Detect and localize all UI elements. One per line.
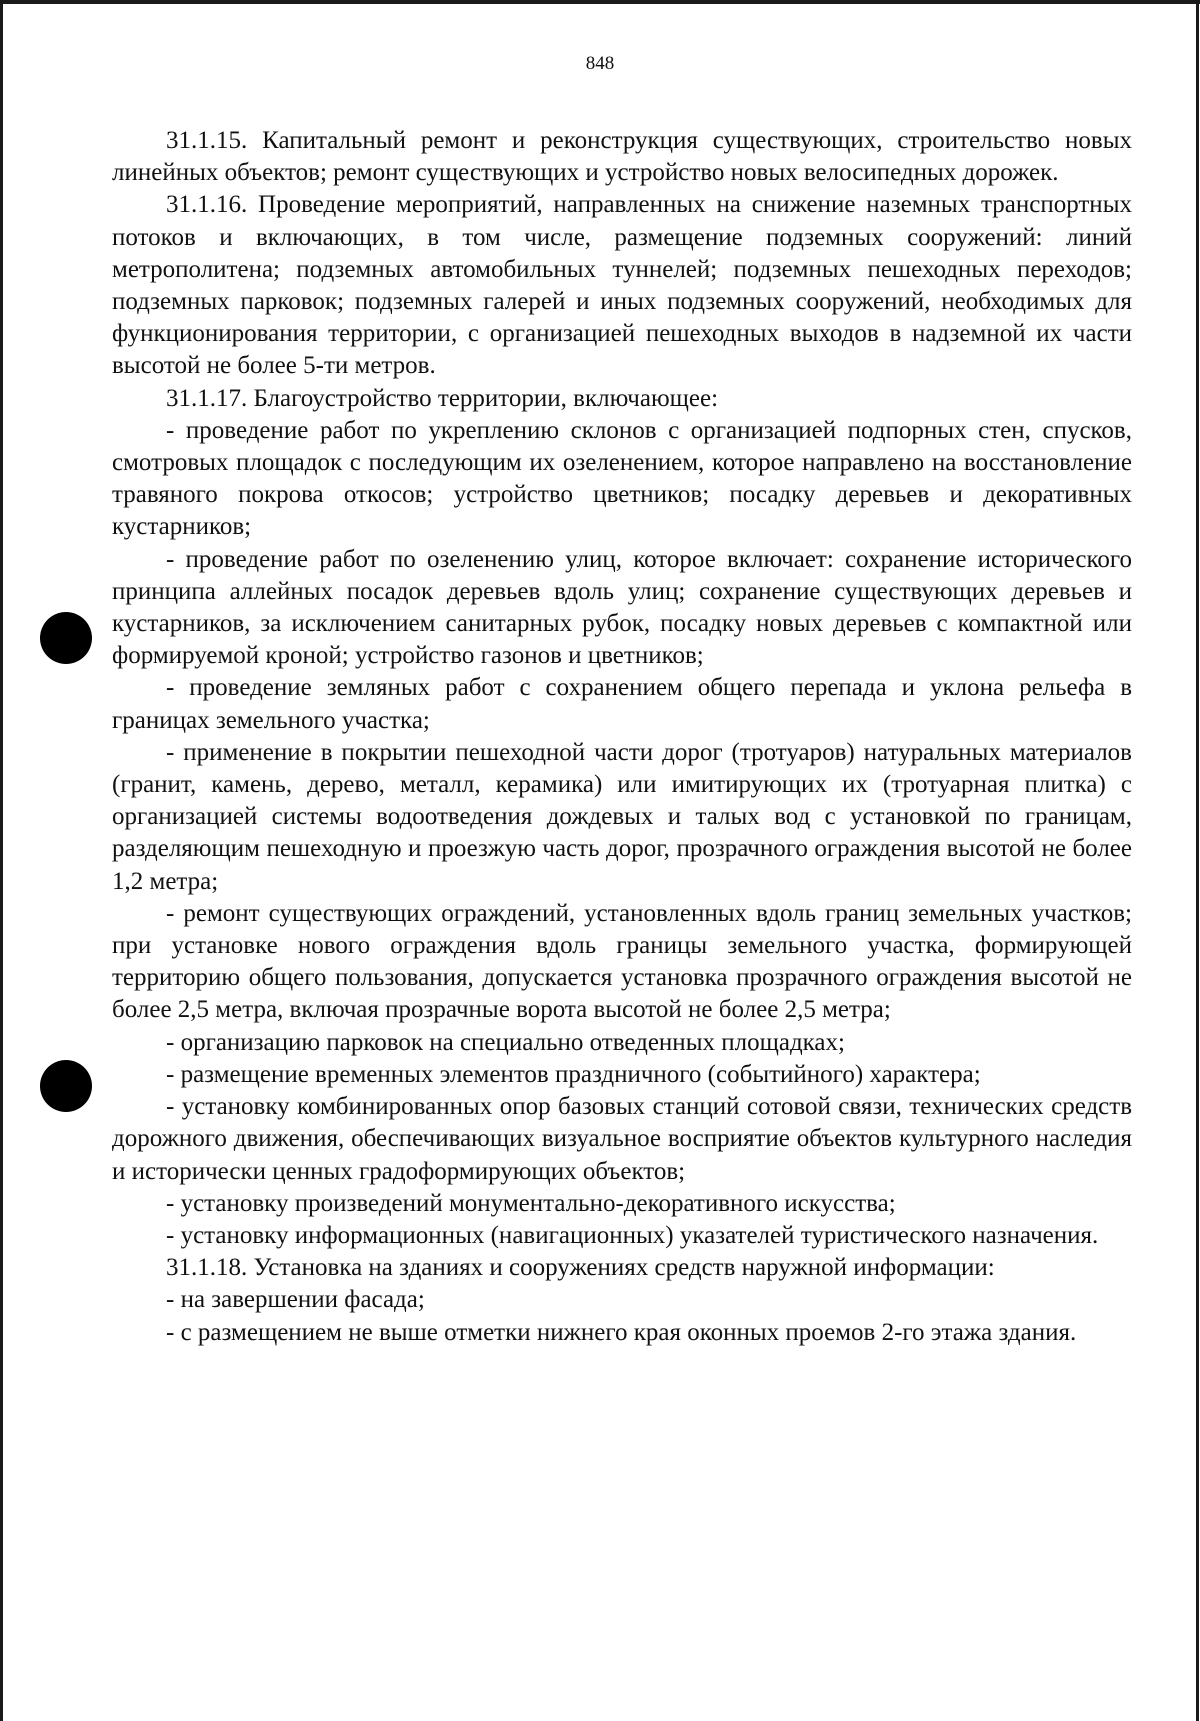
paragraph-31-1-17: 31.1.17. Благоустройство территории, включающее:	[166, 384, 719, 412]
list-item-slopes: - проведение работ по укреплению склонов с организацией подпорных стен, спусков, смотровых площадок с последующим их озеленением, которое направлено на восстановление травяного покрова откосов; устройство цветников; посадку деревьев и декоративных кустарников;	[112, 416, 1132, 541]
punch-hole-lower	[40, 1060, 92, 1112]
paragraph-31-1-15: 31.1.15. Капитальный ремонт и реконструкция существующих, строительство новых линейных объектов; ремонт существующих и устройство новых велосипедных дорожек.	[112, 127, 1132, 187]
list-item-parking: - организацию парковок на специально отведенных площадках;	[166, 1028, 845, 1056]
list-item-monuments: - установку произведений монументально-декоративного искусства;	[166, 1189, 896, 1217]
scan-border-right	[1196, 0, 1199, 1721]
document-body	[112, 125, 1132, 1349]
paragraph-31-1-18: 31.1.18. Установка на зданиях и сооружениях средств наружной информации:	[166, 1254, 995, 1282]
scan-border-top	[0, 0, 1200, 4]
scan-border-left	[0, 0, 3, 1721]
list-item-earthworks: - проведение земляных работ с сохранением общего перепада и уклона рельефа в границах земельного участка;	[112, 674, 1132, 734]
list-item-facade-top: - на завершении фасада;	[166, 1286, 425, 1314]
list-item-temporary-elements: - размещение временных элементов праздничного (событийного) характера;	[166, 1060, 981, 1088]
list-item-fences: - ремонт существующих ограждений, установленных вдоль границ земельных участков; при установке нового ограждения вдоль границы земельного участка, формирующей территорию общего пользования, допускается установка прозрачного ограждения высотой не более 2,5 метра, включая прозрачные ворота высотой не более 2,5 метра;	[112, 899, 1132, 1024]
list-item-below-windows: - с размещением не выше отметки нижнего края оконных проемов 2-го этажа здания.	[166, 1318, 1077, 1346]
list-item-poles: - установку комбинированных опор базовых станций сотовой связи, технических средств дорожного движения, обеспечивающих визуальное восприятие объектов культурного наследия и исторически ценных градоформирующих объектов;	[112, 1093, 1132, 1185]
list-item-pavement: - применение в покрытии пешеходной части дорог (тротуаров) натуральных материалов (гранит, камень, дерево, металл, керамика) или имитирующих их (тротуарная плитка) с организацией системы водоотведения дождевых и талых вод с установкой по границам, разделяющим пешеходную и проезжую часть дорог, прозрачного ограждения высотой не более 1,2 метра;	[112, 738, 1132, 895]
list-item-greening: - проведение работ по озеленению улиц, которое включает: сохранение исторического принципа аллейных посадок деревьев вдоль улиц; сохранение существующих деревьев и кустарников, за исключением санитарных рубок, посадку новых деревьев с компактной или формируемой кроной; устройство газонов и цветников;	[112, 545, 1132, 670]
punch-hole-upper	[40, 612, 92, 664]
paragraph-31-1-16: 31.1.16. Проведение мероприятий, направленных на снижение наземных транспортных потоков и включающих, в том числе, размещение подземных сооружений: линий метрополитена; подземных автомобильных туннелей; подземных пешеходных переходов; подземных парковок; подземных галерей и иных подземных сооружений, необходимых для функционирования территории, с организацией пешеходных выходов в надземной их части высотой не более 5-ти метров.	[112, 191, 1132, 380]
page-number: 848	[585, 53, 615, 74]
list-item-signs: - установку информационных (навигационных) указателей туристического назначения.	[166, 1221, 1099, 1249]
